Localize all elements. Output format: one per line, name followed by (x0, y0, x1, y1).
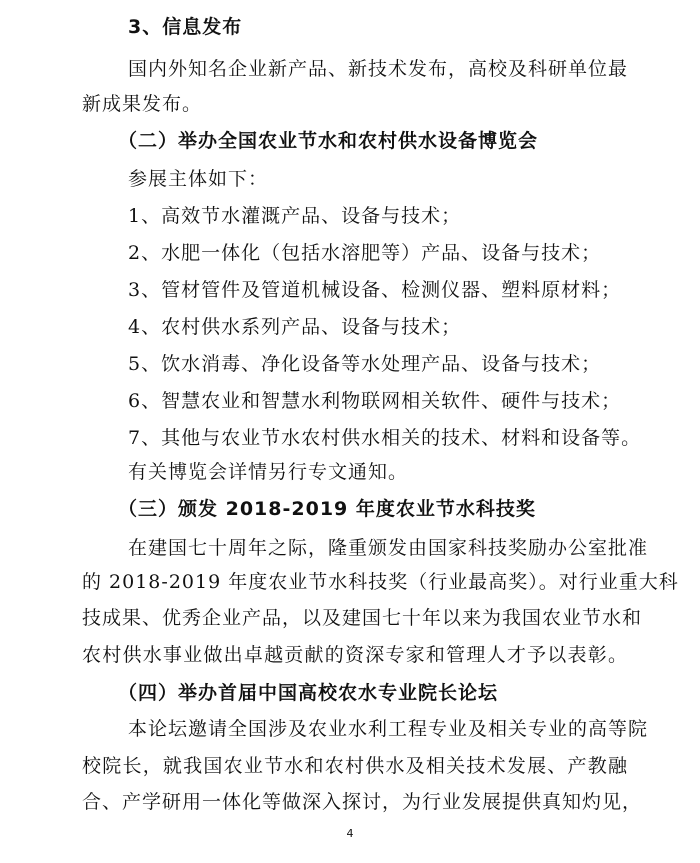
award-body-line: 农村供水事业做出卓越贡献的资深专家和管理人才予以表彰。 (82, 644, 628, 666)
expo-intro: 参展主体如下： (128, 168, 269, 190)
expo-list-item: 1、高效节水灌溉产品、设备与技术； (128, 205, 462, 227)
forum-body-line: 合、产学研用一体化等做深入探讨，为行业发展提供真知灼见， (82, 791, 643, 813)
expo-list-item: 4、农村供水系列产品、设备与技术； (128, 316, 462, 338)
forum-heading: （四）举办首届中国高校农水专业院长论坛 (118, 682, 499, 704)
section-3-heading: 3、信息发布 (128, 16, 243, 38)
expo-list-item: 6、智慧农业和智慧水利物联网相关软件、硬件与技术； (128, 390, 622, 412)
page-number: 4 (346, 827, 354, 840)
section-3-body-line: 国内外知名企业新产品、新技术发布，高校及科研单位最 (128, 58, 629, 80)
expo-list-item: 3、管材管件及管道机械设备、检测仪器、塑料原材料； (128, 279, 622, 301)
expo-note: 有关博览会详情另行专文通知。 (128, 461, 409, 483)
forum-body-line: 校院长，就我国农业节水和农村供水及相关技术发展、产教融 (82, 755, 628, 777)
expo-list-item: 2、水肥一体化（包括水溶肥等）产品、设备与技术； (128, 242, 602, 264)
expo-heading: （二）举办全国农业节水和农村供水设备博览会 (118, 130, 539, 152)
expo-list-item: 5、饮水消毒、净化设备等水处理产品、设备与技术； (128, 353, 602, 375)
award-body-line: 技成果、优秀企业产品，以及建国七十年以来为我国农业节水和 (82, 607, 643, 629)
award-body-line: 在建国七十周年之际，隆重颁发由国家科技奖励办公室批准 (128, 537, 649, 559)
award-body-line: 的 2018-2019 年度农业节水科技奖（行业最高奖）。对行业重大科 (82, 571, 679, 593)
award-heading: （三）颁发 2018-2019 年度农业节水科技奖 (118, 498, 536, 520)
forum-body-line: 本论坛邀请全国涉及农业水利工程专业及相关专业的高等院 (128, 718, 649, 740)
expo-list-item: 7、其他与农业节水农村供水相关的技术、材料和设备等。 (128, 427, 642, 449)
section-3-body-line: 新成果发布。 (82, 93, 203, 115)
